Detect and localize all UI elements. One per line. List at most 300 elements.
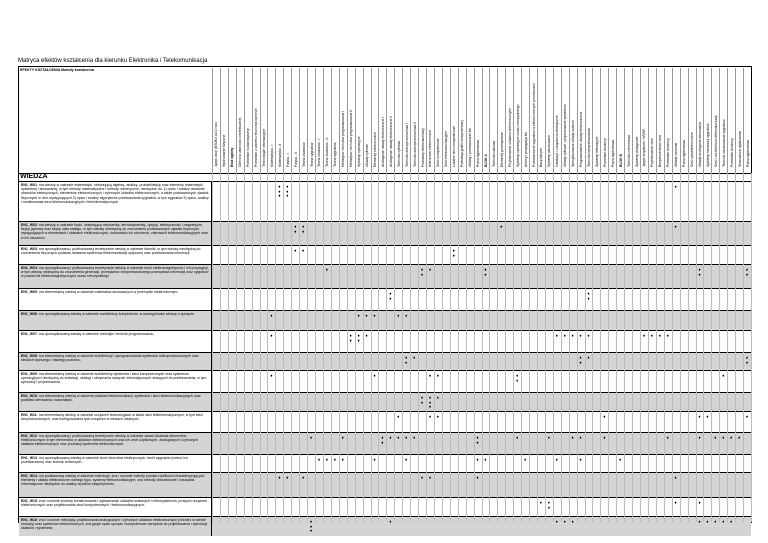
column-header-label: Technologie informacyjne	[262, 128, 266, 167]
matrix-mark: ♦	[579, 359, 582, 365]
matrix-mark: ♦	[317, 457, 321, 462]
matrix-mark: ♦	[286, 184, 289, 189]
outcome-text: ma wiedzę w zakresie fizyki, obejmującą mechanikę, termodynamikę, optykę, elektryczność i magnetyzm, fizykę jądrową oraz fizykę ciała stałego, w tym wiedzę niezbędną do zrozumienia podstawowych zjawisk fizycznych występujących w elementach i układach elektronicznych, środowisku ich otoczenia, zakresach telekomunikacyjnych oraz w ich otoczeniu	[21, 223, 208, 240]
grid-line	[537, 173, 538, 522]
matrix-mark: ♦	[349, 333, 352, 338]
column-header	[727, 68, 735, 173]
matrix-mark: ♦	[587, 291, 590, 296]
matrix-row	[19, 330, 751, 352]
column-header	[252, 68, 260, 173]
matrix-mark: ♦	[341, 457, 344, 462]
grid-line	[386, 173, 387, 522]
matrix-mark: ♦	[452, 252, 455, 258]
matrix-mark: ♦	[365, 313, 368, 318]
outcome-text: ma uporządkowaną wiedzę w zakresie teorii obwodów elektrycznych, teorii sygnałów (metod ich przetwarzania) oraz technik zmiennych,	[21, 456, 188, 465]
grid-line	[347, 173, 348, 522]
column-header-label: Układy cyfrowe	[365, 144, 370, 167]
matrix-mark: ♦	[476, 435, 479, 440]
grid-line	[466, 173, 467, 522]
column-header-label: Sieci komputerowe	[436, 138, 441, 167]
column-header-label: Praca dyplomowa	[682, 140, 687, 167]
matrix-mark: ♦	[745, 271, 749, 277]
matrix-mark: ♦	[523, 457, 527, 462]
learning-outcome: EN1_W03: ma uporządkowaną i podbudowaną teoretycznie wiedzę w zakresie fotoniki, w tym wiedzę niezbędną do zrozumienia fizycznych podstaw działania systemów telekomunikacji optycznej oraz przetwarzania informacji	[19, 246, 212, 264]
column-header-label: Teoria sygnałów	[309, 142, 314, 167]
matrix-mark: ♦	[428, 399, 432, 405]
matrix-row	[19, 454, 751, 472]
matrix-mark: ♦	[674, 184, 677, 189]
column-header-label: Systemy dostępowe	[634, 136, 639, 167]
matrix-mark: ♦	[642, 333, 646, 338]
matrix-mark: ♦	[294, 228, 297, 234]
column-header	[394, 68, 402, 173]
outcome-text: ma elementarną wiedzę w zakresie architektury i oprogramowania systemów mikroprocesorowych oraz sieciach wyższego i niskiego poziomu,	[21, 354, 199, 363]
matrix-mark: ♦	[405, 359, 408, 365]
matrix-mark: ♦	[587, 333, 590, 338]
column-header-label: Fizyka - I	[285, 153, 290, 167]
matrix-mark: ♦	[674, 475, 677, 480]
matrix-mark: ♦	[349, 337, 352, 343]
column-header-label: Technika bezprzewodowa	[586, 128, 591, 167]
column-header-label: Teoria obwodów - II	[325, 137, 330, 167]
matrix-mark: ♦	[412, 355, 416, 360]
matrix-mark: ♦	[737, 435, 741, 440]
matrix-mark: ♦	[373, 457, 376, 462]
grid-line	[585, 173, 586, 522]
learning-outcome: EN1_W06: ma uporządkowaną wiedzę w zakresie architektury komputerów, w szczególności wiedzę o sprzęcie,	[19, 311, 212, 330]
matrix-mark: ♦	[381, 439, 384, 445]
column-header-label: Seminarium dyplomowe	[737, 130, 742, 167]
matrix-row	[19, 411, 751, 432]
matrix-mark: ♦	[436, 373, 440, 378]
grid-line	[331, 173, 332, 522]
column-header-label: Instalacje i urządzenia elektryczne	[555, 115, 560, 167]
matrix-row	[19, 370, 751, 392]
grid-line	[616, 173, 617, 522]
matrix-mark: ♦	[730, 435, 733, 440]
matrix-mark: ♦	[294, 248, 297, 253]
matrix-mark: ♦	[309, 523, 313, 529]
grid-line	[339, 173, 340, 522]
outcome-code: EN1_W11	[21, 413, 37, 417]
column-header	[236, 68, 244, 173]
column-header	[537, 68, 545, 173]
matrix-row	[19, 392, 751, 411]
matrix-mark: ♦	[412, 435, 416, 440]
matrix-mark: ♦	[516, 373, 519, 378]
outcome-text: ma uporządkowaną wiedzę w zakresie architektury komputerów, w szczególności wiedzę o sprzęcie,	[38, 312, 195, 316]
grid-line	[553, 173, 554, 522]
matrix-mark: ♦	[357, 337, 360, 343]
matrix-mark: ♦	[722, 519, 725, 524]
learning-outcome: EN1_W13: ma uporządkowaną wiedzę w zakresie teorii obwodów elektrycznych, teorii sygnałów (metod ich przetwarzania) oraz technik zmiennych,	[19, 455, 212, 472]
column-header-label: Przedmiot dowolny	[729, 138, 734, 167]
grid-line	[394, 173, 395, 522]
matrix-mark: ♦	[309, 519, 313, 524]
column-header-label: Ochrona własności intelektualnej	[238, 117, 243, 167]
outcome-code: EN1_W02	[21, 223, 37, 227]
column-header-label: Układy i przetwarzanie fal	[468, 128, 473, 167]
grid-line	[434, 173, 435, 522]
grid-line	[410, 173, 411, 522]
column-header-label: Matematyka - I	[269, 144, 274, 167]
column-header	[616, 68, 624, 173]
matrix-mark: ♦	[603, 414, 606, 419]
learning-outcome: EN1_W07: ma uporządkowaną wiedzę w zakresie metodyki i technik programowania,	[19, 331, 212, 352]
grid-line	[696, 173, 697, 522]
matrix-mark: ♦	[294, 224, 297, 229]
matrix-row	[19, 472, 751, 497]
grid-line	[513, 173, 514, 522]
column-header	[307, 68, 315, 173]
matrix-mark: ♦	[666, 435, 669, 440]
outcome-text: ma elementarną wiedzę w zakresie architektury systemów i sieci komputerowych oraz systemów operacyjnych niezbędną do instalacji, obsługi i utrzymania narzędzi informatycznych służących do przetwarzania, w tym symulacji i projektowania,	[21, 372, 207, 385]
outcome-code: EN1_W15	[21, 499, 37, 503]
matrix-mark: ♦	[698, 519, 701, 524]
learning-outcome: EN1_W16: zna i rozumie metodykę projektowania analogowych i cyfrowych układów elektronicznych (również w sensie budowy) oraz systemów elektronicznych, zna języki opisu sprzętu i komputerowe narzędzia do projektowania i symulacji układów i systemów,	[19, 517, 212, 536]
matrix-mark: ♦	[325, 457, 329, 462]
matrix-mark: ♦	[373, 313, 376, 318]
grid-line	[291, 173, 292, 522]
column-header-label: Przedmiot dowolny	[602, 138, 607, 167]
column-header-label: Elementy przemysłowe	[499, 132, 504, 167]
learning-outcome: EN1_W14: ma podstawową wiedzę w zakresie metrologii, zna i rozumie metody pomiaru wielkości charakteryzujących elementy i układy elektroniczne różnego typu, systemy telekomunikacyjne, zna metody obliczeniowe i narzędzia informatyczne niezbędne do analizy wyników eksperymentu,	[19, 473, 212, 497]
column-header	[632, 68, 640, 173]
outcome-code: EN1_W13	[21, 456, 37, 460]
column-header	[505, 68, 513, 173]
matrix-mark: ♦	[539, 500, 543, 505]
matrix-mark: ♦	[745, 414, 749, 419]
column-header	[291, 68, 299, 173]
column-header-label: Język obcy (ESOKJ od 2 roku	[214, 121, 219, 167]
matrix-mark: ♦	[428, 373, 432, 378]
matrix-mark: ♦	[270, 333, 273, 338]
grid-line	[727, 173, 728, 522]
column-header-label: Przedmiot humanistyczny	[246, 128, 251, 167]
column-header-label: Teoria sygnałów	[333, 142, 338, 167]
outcome-text: ma elementarną wiedzę w zakresie materiałów stosowanych w przemyśle elektronicznym,	[38, 290, 179, 294]
matrix-mark: ♦	[714, 519, 717, 524]
matrix-mark: ♦	[286, 193, 289, 198]
column-header-label: Miernictwo elektroniczne	[428, 129, 433, 167]
grid-line	[577, 173, 578, 522]
outcome-text: zna i rozumie metodykę projektowania analogowych i cyfrowych układów elektronicznych (również w sensie budowy) oraz systemów elektronicznych, zna języki opisu sprzętu i komputerowe narzędzia do projektowania i symulacji układów i systemów,	[21, 518, 208, 531]
matrix-mark: ♦	[698, 271, 701, 277]
matrix-mark: ♦	[603, 435, 606, 440]
grid-line	[252, 173, 253, 522]
matrix-mark: ♦	[389, 519, 392, 524]
matrix-mark: ♦	[428, 475, 432, 480]
column-header-label: Projektowanie układów elektronicznych	[507, 108, 512, 167]
column-header-label: Techniki obrazowania sygnałów	[721, 119, 726, 167]
matrix-mark: ♦	[436, 395, 440, 400]
matrix-mark: ♦	[452, 248, 455, 253]
grid-line	[561, 173, 562, 522]
grid-line	[529, 173, 530, 522]
matrix-mark: ♦	[579, 457, 582, 462]
column-header	[592, 68, 600, 173]
column-header-label: Przedmiot dowolny	[666, 138, 671, 167]
column-header-label: Układy sieciowe	[674, 142, 679, 167]
column-header	[363, 68, 371, 173]
matrix-mark: ♦	[389, 435, 392, 440]
outcome-code: EN1_W14	[21, 474, 37, 478]
grid-line	[315, 173, 316, 522]
matrix-mark: ♦	[571, 519, 574, 524]
matrix-mark: ♦	[619, 457, 622, 462]
column-header	[410, 68, 418, 173]
matrix-mark: ♦	[301, 228, 305, 234]
matrix-mark: ♦	[428, 414, 432, 419]
matrix-mark: ♦	[698, 267, 701, 272]
column-header	[513, 68, 521, 173]
matrix-mark: ♦	[389, 295, 392, 301]
grid-line	[648, 173, 649, 522]
column-header	[442, 68, 450, 173]
matrix-mark: ♦	[698, 500, 701, 505]
matrix-mark: ♦	[270, 373, 273, 378]
column-header	[664, 68, 672, 173]
grid-line	[743, 173, 744, 522]
matrix-mark: ♦	[420, 399, 424, 405]
matrix-mark: ♦	[301, 248, 305, 253]
matrix-mark: ♦	[286, 475, 289, 480]
matrix-mark: ♦	[555, 519, 558, 524]
matrix-mark: ♦	[365, 333, 368, 338]
learning-outcome: EN1_W09: ma elementarną wiedzę w zakresie architektury systemów i sieci komputerowych oraz systemów operacyjnych niezbędną do instalacji, obsługi i utrzymania narzędzi informatycznych służących do przetwarzania, w tym symulacji i projektowania,	[19, 371, 212, 392]
grid-line	[442, 173, 443, 522]
matrix-mark: ♦	[587, 355, 590, 360]
matrix-mark: ♦	[476, 457, 479, 462]
column-header-label: Systemy wbudowane	[547, 134, 552, 167]
column-header	[331, 68, 339, 173]
matrix-mark: ♦	[666, 333, 669, 338]
matrix-mark: ♦	[428, 267, 432, 272]
outcome-text: zna i rozumie procesy konstruowania i wytwarzania: układów scalonych i mikrosystemów, prostych urządzeń elektronicznych oraz projektowania sieci komputerowych i telekomunikacyjnych,	[21, 499, 207, 508]
column-header-label: Układy cyfrowe i projektowanie systemów	[563, 104, 568, 167]
column-header	[553, 68, 561, 173]
column-header	[267, 68, 275, 173]
column-header	[743, 68, 751, 173]
column-header	[315, 68, 323, 173]
column-header	[323, 68, 331, 173]
grid-line	[244, 173, 245, 522]
grid-line	[521, 173, 522, 522]
column-header-label: BLOK B	[618, 154, 623, 167]
matrix-mark: ♦	[547, 504, 551, 510]
matrix-mark: ♦	[397, 435, 400, 440]
grid-line	[719, 173, 720, 522]
outcome-text: ma uporządkowaną wiedzę w zakresie metodyki i technik programowania,	[38, 332, 154, 336]
grid-line	[355, 173, 356, 522]
matrix-mark: ♦	[397, 313, 400, 318]
outcome-code: EN1_W09	[21, 372, 37, 376]
column-header	[220, 68, 228, 173]
matrix-mark: ♦	[405, 313, 408, 318]
matrix-mark: ♦	[325, 267, 329, 272]
column-header	[402, 68, 410, 173]
matrix-row	[19, 310, 751, 330]
matrix-mark: ♦	[420, 475, 424, 480]
page-title: Matryca efektów kształcenia dla kierunku Elektronika i Telekomunikacja	[18, 58, 208, 64]
column-header	[696, 68, 704, 173]
matrix-mark: ♦	[428, 404, 432, 409]
outcome-code: EN1_W01	[21, 183, 37, 187]
grid-line	[632, 173, 633, 522]
matrix-row	[19, 288, 751, 310]
learning-outcome: EN1_W15: zna i rozumie procesy konstruowania i wytwarzania: układów scalonych i mikrosystemów, prostych urządzeń elektronicznych oraz projektowania sieci komputerowych i telekomunikacyjnych,	[19, 498, 212, 516]
grid-line	[228, 173, 229, 522]
column-header	[434, 68, 442, 173]
column-header	[711, 68, 719, 173]
column-header-label: Blok ogólny	[230, 147, 235, 167]
column-header	[680, 68, 688, 173]
matrix-mark: ♦	[476, 439, 479, 445]
column-header	[624, 68, 632, 173]
grid-line	[275, 173, 276, 522]
matrix-mark: ♦	[278, 184, 281, 189]
matrix-mark: ♦	[357, 333, 360, 338]
column-header	[577, 68, 585, 173]
column-header-label: Bazy danych	[539, 147, 544, 167]
grid-line	[680, 173, 681, 522]
column-header	[426, 68, 434, 173]
matrix-mark: ♦	[555, 333, 558, 338]
column-header-label: Analogowe układy elektroniczne I	[380, 116, 385, 167]
grid-line	[751, 173, 752, 522]
matrix-mark: ♦	[341, 435, 344, 440]
column-header-label: Technika mikroprocesorowa I	[404, 123, 409, 167]
column-header	[561, 68, 569, 173]
column-header-label: Teoria obwodów	[301, 142, 306, 167]
matrix-mark: ♦	[405, 457, 408, 462]
column-header	[545, 68, 553, 173]
outcome-code: EN1_W05	[21, 290, 37, 294]
matrix-mark: ♦	[563, 333, 566, 338]
matrix-mark: ♦	[420, 395, 424, 400]
matrix-mark: ♦	[309, 528, 313, 533]
matrix-mark: ♦	[389, 291, 392, 296]
column-header	[347, 68, 355, 173]
header-divider	[19, 173, 751, 174]
matrix-row	[19, 497, 751, 516]
column-header-label: Anteny i propagacja fal	[523, 132, 528, 167]
matrix-mark: ♦	[579, 333, 582, 338]
matrix-mark: ♦	[571, 435, 574, 440]
matrix-row	[19, 352, 751, 370]
learning-outcome: EN1_W04: ma uporządkowaną i podbudowaną teoretycznie wiedzę w zakresie teorii elektromagnetyzmu i ich propagacji, w tym wiedzę niezbędną do zrozumienia generacji, przesyłania i bezprzewodowego przesyłania informacji oraz sygnałów w postaci fal elektromagnetycznych czasu rzeczywistego	[19, 265, 212, 288]
column-header	[489, 68, 497, 173]
column-header-label: Sieci telekomunikacyjne	[444, 130, 449, 167]
matrix-mark: ♦	[373, 373, 376, 378]
column-header	[386, 68, 394, 173]
matrix-mark: ♦	[587, 295, 590, 301]
outcome-text: ma uporządkowaną i podbudowaną teoretycznie wiedzę w zakresie zasad działania elementów elektronicznych w tym elementów w układach elektronicznych oraz ich cech użytkowych, analogowych i cyfrowych układów elektronicznych oraz produkcji systemów elektronicznych	[21, 434, 199, 447]
learning-outcome: EN1_W01: ma wiedzę w zakresie matematyki, obejmującą algebrę, analizę, probabilistykę oraz elementy matematyki dyskretnej i stosowanej, w tym metody matematyczne i metody numeryczne, niezbędne do: 1) opisu i analizy działania obwodów elektrycznych, elementów elektronicznych i cyfrowych układów elektronicznych, a także podstawowych zjawisk fizycznych w nich występujących 2) opisu i analizy algorytmów przetwarzania sygnałów, w tym sygnałów 3) opisu, analizy i modelowania sieci telekomunikacyjnych i teleinformatycznych	[19, 182, 212, 221]
outcome-code: EN1_W16	[21, 518, 37, 522]
column-header-label: Podstawy telekomunikacji	[420, 128, 425, 167]
matrix-mark: ♦	[516, 377, 519, 383]
grid-line	[672, 173, 673, 522]
grid-line	[482, 173, 483, 522]
column-header	[355, 68, 363, 173]
matrix-mark: ♦	[674, 500, 677, 505]
matrix-mark: ♦	[745, 355, 749, 360]
column-header-label: Metodyka i technika programowania I	[341, 110, 346, 167]
matrix-mark: ♦	[730, 519, 733, 524]
column-header-label: Przedmiot z zakresu ekonomii biznesie	[254, 108, 259, 167]
outcome-code: EN1_W06	[21, 312, 37, 316]
column-header	[640, 68, 648, 173]
matrix-mark: ♦	[278, 475, 281, 480]
grid-line	[323, 173, 324, 522]
column-header-label: Lokalne sieci komputerowe	[452, 126, 457, 167]
matrix-mark: ♦	[428, 395, 432, 400]
matrix-mark: ♦	[278, 193, 281, 198]
column-header	[703, 68, 711, 173]
column-header-label: Technika mikroprocesorowa II	[412, 122, 417, 167]
column-header	[466, 68, 474, 173]
matrix-row	[19, 181, 751, 221]
column-header	[283, 68, 291, 173]
learning-outcome: EN1_W12: ma uporządkowaną i podbudowaną teoretycznie wiedzę w zakresie zasad działania elementów elektronicznych w tym elementów w układach elektronicznych oraz ich cech użytkowych, analogowych i cyfrowych układów elektronicznych oraz produkcji systemów elektronicznych	[19, 433, 212, 454]
matrix-mark: ♦	[745, 359, 749, 365]
column-header-label: Przetwarzanie sygnałów w elektronicznych procesorach	[531, 83, 536, 167]
column-header-label: Analogowe układy elektroniczne II	[388, 115, 393, 167]
matrix-mark: ♦	[301, 224, 305, 229]
matrix-row	[19, 245, 751, 264]
grid-line	[307, 173, 308, 522]
matrix-mark: ♦	[722, 435, 725, 440]
matrix-mark: ♦	[484, 457, 487, 462]
grid-line	[220, 173, 221, 522]
column-header	[608, 68, 616, 173]
outcome-text: ma elementarną wiedzę w zakresie podstaw telekomunikacji, systemów i sieci telekomunikacyjnych oraz podstaw sterowania i automatyki,	[21, 394, 201, 403]
column-header-label: Technika internetowa	[626, 135, 631, 167]
column-header	[648, 68, 656, 173]
grid-line	[236, 173, 237, 522]
column-header	[450, 68, 458, 173]
matrix-row	[19, 432, 751, 454]
matrix-mark: ♦	[674, 224, 677, 229]
column-header	[719, 68, 727, 173]
column-header	[656, 68, 664, 173]
grid-line	[283, 173, 284, 522]
learning-outcome: EN1_W10: ma elementarną wiedzę w zakresie podstaw telekomunikacji, systemów i sieci telekomunikacyjnych oraz podstaw sterowania i automatyki,	[19, 393, 212, 411]
outcome-text: ma uporządkowaną i podbudowaną teoretycznie wiedzę w zakresie teorii elektromagnetyzmu i ich propagacji, w tym wiedzę niezbędną do zrozumienia generacji, przesyłania i bezprzewodowego przesyłania informacji oraz sygnałów w postaci fal elektromagnetycznych czasu rzeczywistego	[21, 266, 209, 279]
column-header	[299, 68, 307, 173]
column-header-label: Sieci optoelektroniczne	[690, 132, 695, 167]
column-header	[339, 68, 347, 173]
grid-line	[640, 173, 641, 522]
column-header-label: Elementy elektroniczne	[372, 131, 377, 167]
learning-outcome: EN1_W11: ma elementarną wiedzę w zakresie urządzeń technologiach w skład sieci teleinformatycznych, w tym sieci bezprzewodowych, oraz konfigurowania tych urządzeń w sieciach lokalnych,	[19, 412, 212, 432]
column-header-label: Programowalne układy elektroniczne	[579, 111, 584, 167]
column-header-label: Języki skryptowe i WWW	[642, 129, 647, 167]
column-header	[600, 68, 608, 173]
outcome-code: EN1_W07	[21, 332, 37, 336]
outcome-code: EN1_W10	[21, 394, 37, 398]
column-header	[474, 68, 482, 173]
column-header-label: Praca dyplomowa	[610, 140, 615, 167]
grid-line	[569, 173, 570, 522]
matrix-mark: ♦	[745, 267, 749, 272]
column-header	[228, 68, 236, 173]
column-header-label: Specjalizowane układy scalone	[571, 120, 576, 167]
grid-line	[212, 173, 213, 522]
column-header	[371, 68, 379, 173]
matrix-row	[19, 516, 751, 536]
